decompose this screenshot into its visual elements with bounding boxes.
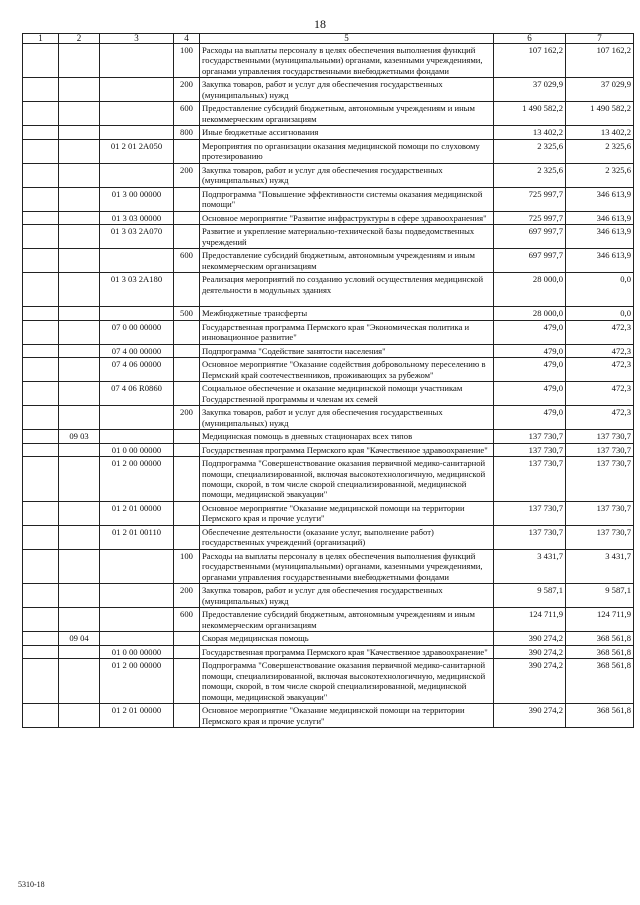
header-cell: 3 [100, 34, 174, 44]
description-cell: Государственная программа Пермского края "Качественное здравоохранение" [200, 443, 494, 456]
table-row [23, 187, 634, 211]
amount-cell: 479,0 [494, 358, 566, 382]
section-cell [23, 645, 59, 658]
table-header [23, 34, 634, 44]
amount-cell: 697 997,7 [494, 249, 566, 273]
amount-cell: 137 730,7 [566, 457, 634, 502]
section-cell [23, 211, 59, 224]
section-cell [23, 126, 59, 139]
amount-cell: 368 561,8 [566, 704, 634, 728]
section-cell [23, 382, 59, 406]
table-row [23, 320, 634, 344]
amount-cell: 2 325,6 [566, 139, 634, 163]
subsection-cell [59, 358, 100, 382]
amount-cell: 479,0 [494, 382, 566, 406]
target-article-cell: 07 4 00 00000 [100, 344, 174, 357]
amount-cell: 107 162,2 [566, 44, 634, 78]
amount-cell: 472,3 [566, 382, 634, 406]
description-cell: Основное мероприятие "Оказание содействия добровольному переселению в Пермский край соотечественников, проживающих за рубежом" [200, 358, 494, 382]
subsection-cell [59, 320, 100, 344]
subsection-cell [59, 659, 100, 704]
table-row [23, 225, 634, 249]
amount-cell: 37 029,9 [494, 78, 566, 102]
section-cell [23, 249, 59, 273]
table-row [23, 163, 634, 187]
table-row [23, 443, 634, 456]
subsection-cell [59, 139, 100, 163]
table-row [23, 608, 634, 632]
target-article-cell: 01 2 00 00000 [100, 659, 174, 704]
amount-cell: 28 000,0 [494, 273, 566, 307]
table-row [23, 344, 634, 357]
description-cell: Закупка товаров, работ и услуг для обеспечения государственных (муниципальных) нужд [200, 584, 494, 608]
table-row [23, 645, 634, 658]
target-article-cell: 01 2 00 00000 [100, 457, 174, 502]
section-cell [23, 102, 59, 126]
subsection-cell [59, 704, 100, 728]
expense-type-cell [174, 525, 200, 549]
table-row [23, 273, 634, 307]
subsection-cell [59, 382, 100, 406]
amount-cell: 137 730,7 [494, 430, 566, 443]
target-article-cell: 01 3 00 00000 [100, 187, 174, 211]
table-row [23, 126, 634, 139]
amount-cell: 346 613,9 [566, 225, 634, 249]
amount-cell: 137 730,7 [494, 457, 566, 502]
expense-type-cell [174, 501, 200, 525]
target-article-cell [100, 163, 174, 187]
table-row [23, 307, 634, 320]
amount-cell: 346 613,9 [566, 249, 634, 273]
amount-cell: 472,3 [566, 406, 634, 430]
section-cell [23, 443, 59, 456]
amount-cell: 390 274,2 [494, 645, 566, 658]
document-code: 5310-18 [18, 880, 45, 889]
description-cell: Закупка товаров, работ и услуг для обеспечения государственных (муниципальных) нужд [200, 78, 494, 102]
description-cell: Предоставление субсидий бюджетным, автономным учреждениям и иным некоммерческим организациям [200, 102, 494, 126]
subsection-cell [59, 78, 100, 102]
table-row [23, 406, 634, 430]
description-cell: Скорая медицинская помощь [200, 632, 494, 645]
target-article-cell [100, 608, 174, 632]
expense-type-cell: 200 [174, 163, 200, 187]
amount-cell: 3 431,7 [494, 549, 566, 583]
table-body [23, 44, 634, 728]
target-article-cell: 07 0 00 00000 [100, 320, 174, 344]
target-article-cell [100, 549, 174, 583]
table-row [23, 584, 634, 608]
header-cell: 4 [174, 34, 200, 44]
expense-type-cell: 500 [174, 307, 200, 320]
section-cell [23, 549, 59, 583]
subsection-cell [59, 225, 100, 249]
section-cell [23, 344, 59, 357]
section-cell [23, 358, 59, 382]
amount-cell: 725 997,7 [494, 187, 566, 211]
table-row [23, 501, 634, 525]
amount-cell: 0,0 [566, 307, 634, 320]
subsection-cell [59, 645, 100, 658]
table-row [23, 632, 634, 645]
table-row [23, 139, 634, 163]
description-cell: Основное мероприятие "Оказание медицинской помощи на территории Пермского края и прочие услуги" [200, 501, 494, 525]
budget-table [22, 33, 634, 728]
expense-type-cell: 100 [174, 549, 200, 583]
description-cell: Подпрограмма "Содействие занятости населения" [200, 344, 494, 357]
target-article-cell [100, 430, 174, 443]
amount-cell: 3 431,7 [566, 549, 634, 583]
section-cell [23, 525, 59, 549]
description-cell: Основное мероприятие "Развитие инфраструктуры в сфере здравоохранения" [200, 211, 494, 224]
section-cell [23, 273, 59, 307]
description-cell: Иные бюджетные ассигнования [200, 126, 494, 139]
section-cell [23, 584, 59, 608]
amount-cell: 9 587,1 [566, 584, 634, 608]
subsection-cell: 09 03 [59, 430, 100, 443]
target-article-cell: 07 4 06 R0860 [100, 382, 174, 406]
subsection-cell [59, 307, 100, 320]
description-cell: Мероприятия по организации оказания медицинской помощи по слуховому протезированию [200, 139, 494, 163]
expense-type-cell [174, 187, 200, 211]
expense-type-cell: 600 [174, 249, 200, 273]
amount-cell: 479,0 [494, 406, 566, 430]
section-cell [23, 163, 59, 187]
amount-cell: 2 325,6 [566, 163, 634, 187]
amount-cell: 697 997,7 [494, 225, 566, 249]
subsection-cell [59, 549, 100, 583]
description-cell: Медицинская помощь в дневных стационарах всех типов [200, 430, 494, 443]
subsection-cell [59, 211, 100, 224]
amount-cell: 28 000,0 [494, 307, 566, 320]
target-article-cell [100, 102, 174, 126]
section-cell [23, 406, 59, 430]
expense-type-cell [174, 320, 200, 344]
description-cell: Государственная программа Пермского края "Качественное здравоохранение" [200, 645, 494, 658]
amount-cell: 472,3 [566, 344, 634, 357]
description-cell: Предоставление субсидий бюджетным, автономным учреждениям и иным некоммерческим организациям [200, 608, 494, 632]
amount-cell: 1 490 582,2 [566, 102, 634, 126]
header-cell: 7 [566, 34, 634, 44]
target-article-cell: 01 0 00 00000 [100, 443, 174, 456]
amount-cell: 479,0 [494, 344, 566, 357]
table-row [23, 430, 634, 443]
description-cell: Закупка товаров, работ и услуг для обеспечения государственных (муниципальных) нужд [200, 163, 494, 187]
description-cell: Социальное обеспечение и оказание медицинской помощи участникам Государственной программы и членам их семей [200, 382, 494, 406]
section-cell [23, 501, 59, 525]
target-article-cell: 01 3 03 00000 [100, 211, 174, 224]
amount-cell: 390 274,2 [494, 704, 566, 728]
expense-type-cell [174, 273, 200, 307]
header-cell: 1 [23, 34, 59, 44]
amount-cell: 472,3 [566, 320, 634, 344]
subsection-cell: 09 04 [59, 632, 100, 645]
amount-cell: 479,0 [494, 320, 566, 344]
amount-cell: 472,3 [566, 358, 634, 382]
expense-type-cell: 200 [174, 584, 200, 608]
table-row [23, 211, 634, 224]
description-cell: Расходы на выплаты персоналу в целях обеспечения выполнения функций государственными (муниципальными) органами, казенными учреждениями, органами управления государственными внебюджетными фондами [200, 549, 494, 583]
amount-cell: 0,0 [566, 273, 634, 307]
section-cell [23, 457, 59, 502]
amount-cell: 368 561,8 [566, 645, 634, 658]
section-cell [23, 632, 59, 645]
header-cell: 6 [494, 34, 566, 44]
target-article-cell [100, 632, 174, 645]
subsection-cell [59, 163, 100, 187]
target-article-cell: 01 0 00 00000 [100, 645, 174, 658]
target-article-cell: 01 2 01 00110 [100, 525, 174, 549]
subsection-cell [59, 584, 100, 608]
subsection-cell [59, 126, 100, 139]
target-article-cell [100, 249, 174, 273]
expense-type-cell [174, 659, 200, 704]
description-cell: Государственная программа Пермского края "Экономическая политика и инновационное развитие" [200, 320, 494, 344]
amount-cell: 137 730,7 [566, 525, 634, 549]
section-cell [23, 225, 59, 249]
amount-cell: 368 561,8 [566, 632, 634, 645]
header-cell: 5 [200, 34, 494, 44]
description-cell: Подпрограмма "Совершенствование оказания первичной медико-санитарной помощи, специализированной, включая высокотехнологичную, медицинской помощи, скорой, в том числе скорой специализированной, медицинской помощи, медицинской эвакуации" [200, 659, 494, 704]
expense-type-cell [174, 225, 200, 249]
subsection-cell [59, 102, 100, 126]
description-cell: Подпрограмма "Повышение эффективности системы оказания медицинской помощи" [200, 187, 494, 211]
table-row [23, 704, 634, 728]
section-cell [23, 704, 59, 728]
expense-type-cell [174, 632, 200, 645]
subsection-cell [59, 501, 100, 525]
amount-cell: 13 402,2 [494, 126, 566, 139]
amount-cell: 13 402,2 [566, 126, 634, 139]
amount-cell: 9 587,1 [494, 584, 566, 608]
section-cell [23, 430, 59, 443]
description-cell: Расходы на выплаты персоналу в целях обеспечения выполнения функций государственными (муниципальными) органами, казенными учреждениями, органами управления государственными внебюджетными фондами [200, 44, 494, 78]
expense-type-cell: 200 [174, 406, 200, 430]
table-row [23, 549, 634, 583]
expense-type-cell: 200 [174, 78, 200, 102]
section-cell [23, 139, 59, 163]
amount-cell: 346 613,9 [566, 187, 634, 211]
amount-cell: 124 711,9 [494, 608, 566, 632]
subsection-cell [59, 525, 100, 549]
description-cell: Обеспечение деятельности (оказание услуг, выполнение работ) государственных учреждений (организаций) [200, 525, 494, 549]
target-article-cell: 01 3 03 2А180 [100, 273, 174, 307]
section-cell [23, 307, 59, 320]
amount-cell: 137 730,7 [494, 525, 566, 549]
header-cell: 2 [59, 34, 100, 44]
table-row [23, 659, 634, 704]
section-cell [23, 320, 59, 344]
amount-cell: 107 162,2 [494, 44, 566, 78]
description-cell: Предоставление субсидий бюджетным, автономным учреждениям и иным некоммерческим организациям [200, 249, 494, 273]
subsection-cell [59, 344, 100, 357]
subsection-cell [59, 44, 100, 78]
expense-type-cell [174, 645, 200, 658]
target-article-cell: 07 4 06 00000 [100, 358, 174, 382]
section-cell [23, 608, 59, 632]
expense-type-cell: 600 [174, 608, 200, 632]
section-cell [23, 187, 59, 211]
section-cell [23, 659, 59, 704]
expense-type-cell [174, 211, 200, 224]
amount-cell: 37 029,9 [566, 78, 634, 102]
target-article-cell [100, 307, 174, 320]
expense-type-cell [174, 358, 200, 382]
description-cell: Закупка товаров, работ и услуг для обеспечения государственных (муниципальных) нужд [200, 406, 494, 430]
section-cell [23, 44, 59, 78]
table-row [23, 78, 634, 102]
amount-cell: 346 613,9 [566, 211, 634, 224]
amount-cell: 137 730,7 [494, 501, 566, 525]
target-article-cell [100, 406, 174, 430]
table-row [23, 525, 634, 549]
amount-cell: 137 730,7 [566, 443, 634, 456]
description-cell: Основное мероприятие "Оказание медицинской помощи на территории Пермского края и прочие услуги" [200, 704, 494, 728]
subsection-cell [59, 457, 100, 502]
subsection-cell [59, 249, 100, 273]
amount-cell: 390 274,2 [494, 632, 566, 645]
expense-type-cell [174, 344, 200, 357]
target-article-cell [100, 126, 174, 139]
expense-type-cell: 100 [174, 44, 200, 78]
description-cell: Развитие и укрепление материально-технической базы подведомственных учреждений [200, 225, 494, 249]
expense-type-cell: 600 [174, 102, 200, 126]
table-row [23, 358, 634, 382]
table-row [23, 102, 634, 126]
amount-cell: 2 325,6 [494, 139, 566, 163]
table-row [23, 249, 634, 273]
table-row [23, 382, 634, 406]
section-cell [23, 78, 59, 102]
header-row [23, 34, 634, 44]
table-row [23, 457, 634, 502]
subsection-cell [59, 273, 100, 307]
amount-cell: 390 274,2 [494, 659, 566, 704]
table-row [23, 44, 634, 78]
expense-type-cell [174, 382, 200, 406]
amount-cell: 725 997,7 [494, 211, 566, 224]
subsection-cell [59, 187, 100, 211]
subsection-cell [59, 608, 100, 632]
expense-type-cell [174, 443, 200, 456]
target-article-cell: 01 3 03 2А070 [100, 225, 174, 249]
expense-type-cell [174, 457, 200, 502]
page-number: 18 [314, 17, 326, 31]
expense-type-cell [174, 139, 200, 163]
description-cell: Реализация мероприятий по созданию условий осуществления медицинской деятельности в модульных зданиях [200, 273, 494, 307]
amount-cell: 137 730,7 [566, 430, 634, 443]
target-article-cell: 01 2 01 2А050 [100, 139, 174, 163]
subsection-cell [59, 406, 100, 430]
expense-type-cell [174, 704, 200, 728]
amount-cell: 137 730,7 [494, 443, 566, 456]
description-cell: Межбюджетные трансферты [200, 307, 494, 320]
target-article-cell [100, 78, 174, 102]
amount-cell: 137 730,7 [566, 501, 634, 525]
target-article-cell: 01 2 01 00000 [100, 501, 174, 525]
amount-cell: 2 325,6 [494, 163, 566, 187]
description-cell: Подпрограмма "Совершенствование оказания первичной медико-санитарной помощи, специализированной, включая высокотехнологичную, медицинской помощи, скорой, в том числе скорой специализированной, медицинской помощи, медицинской эвакуации" [200, 457, 494, 502]
subsection-cell [59, 443, 100, 456]
target-article-cell: 01 2 01 00000 [100, 704, 174, 728]
amount-cell: 124 711,9 [566, 608, 634, 632]
expense-type-cell [174, 430, 200, 443]
target-article-cell [100, 584, 174, 608]
amount-cell: 368 561,8 [566, 659, 634, 704]
amount-cell: 1 490 582,2 [494, 102, 566, 126]
target-article-cell [100, 44, 174, 78]
expense-type-cell: 800 [174, 126, 200, 139]
